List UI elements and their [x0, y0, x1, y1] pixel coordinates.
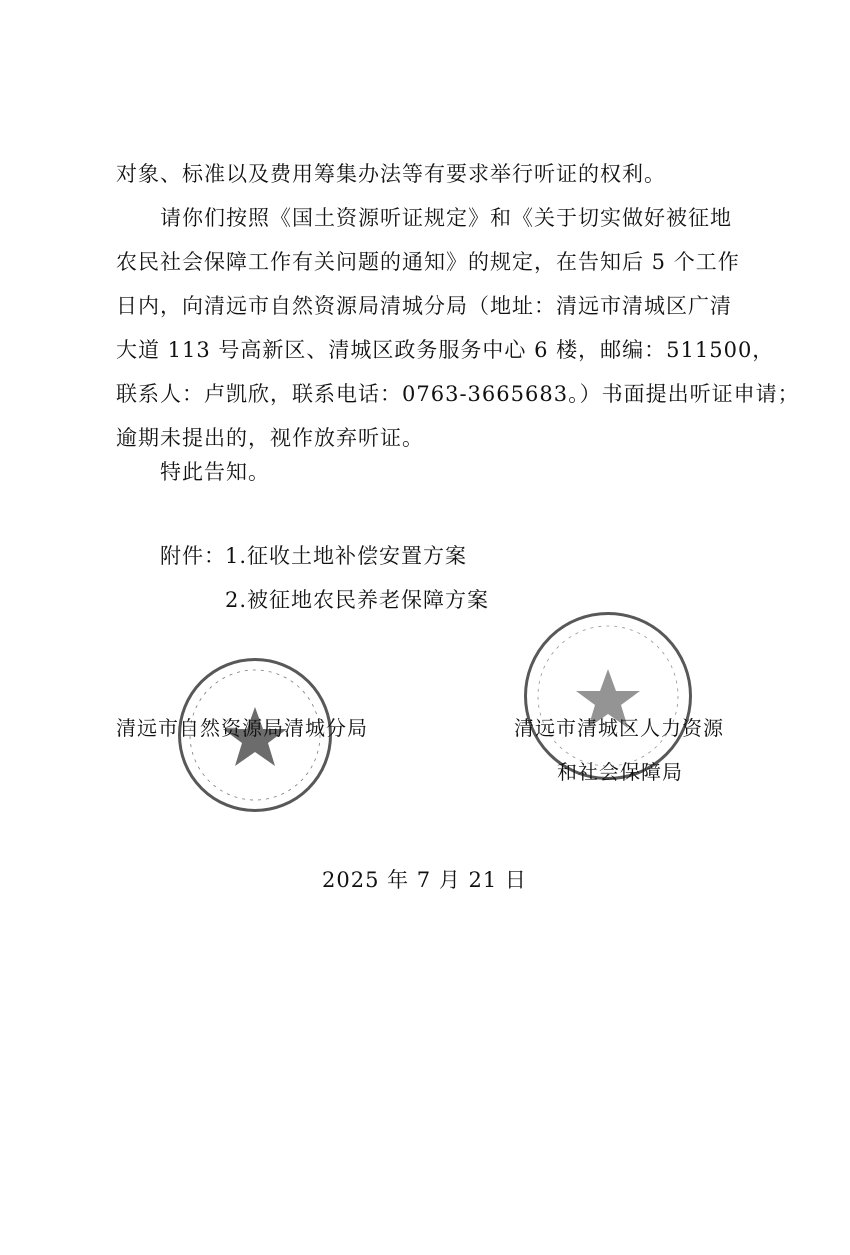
paragraph-line: 逾期未提出的，视作放弃听证。: [116, 426, 424, 450]
paragraph-line: 请你们按照《国土资源听证规定》和《关于切实做好被征地: [160, 206, 732, 230]
closing-line: 特此告知。: [160, 460, 270, 484]
paragraph-line: 日内，向清远市自然资源局清城分局（地址：清远市清城区广清: [116, 294, 732, 318]
paragraph-line: 农民社会保障工作有关问题的通知》的规定，在告知后 5 个工作: [116, 250, 740, 274]
signature-right-line2: 和社会保障局: [557, 760, 683, 784]
signature-right-line1: 清远市清城区人力资源: [514, 716, 724, 740]
document-date: 2025 年 7 月 21 日: [322, 868, 527, 892]
paragraph-line: 联系人：卢凯欣，联系电话：0763-3665683。）书面提出听证申请；: [116, 382, 800, 406]
signature-left: 清远市自然资源局清城分局: [116, 716, 368, 740]
paragraph-line: 对象、标准以及费用筹集办法等有要求举行听证的权利。: [116, 162, 666, 186]
attachments-label: 附件：: [160, 544, 226, 568]
attachment-item: 1.征收土地补偿安置方案: [225, 544, 468, 568]
attachment-item: 2.被征地农民养老保障方案: [225, 588, 490, 612]
paragraph-line: 大道 113 号高新区、清城区政务服务中心 6 楼，邮编：511500，: [116, 338, 775, 362]
